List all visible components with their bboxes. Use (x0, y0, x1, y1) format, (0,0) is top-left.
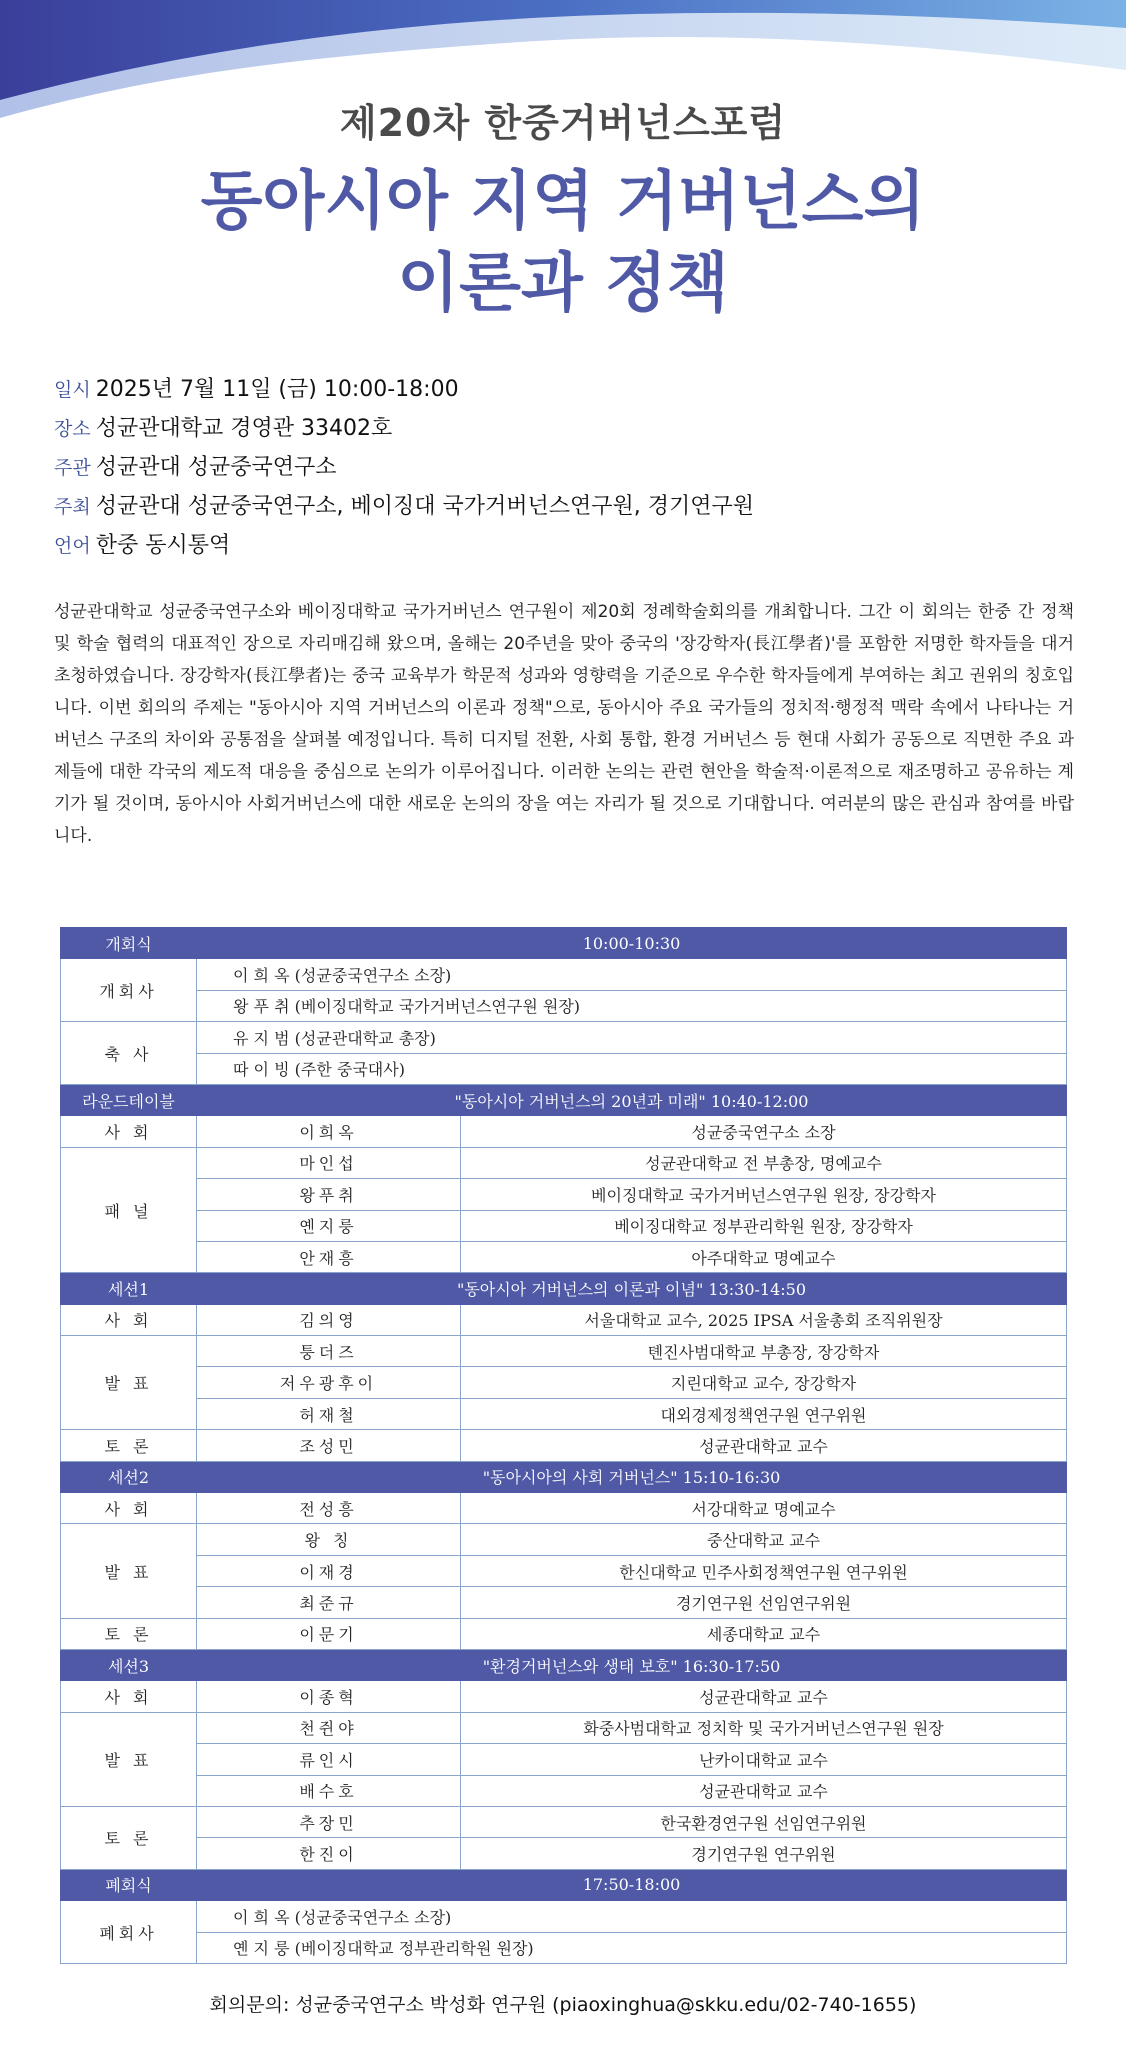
session-header-row (61, 1649, 1067, 1680)
event-info (54, 372, 754, 567)
participant-name: 전성흥 (197, 1493, 461, 1524)
session-header-row (61, 1273, 1067, 1304)
info-label: 장소 (54, 418, 91, 440)
session-title: "동아시아의 사회 거버넌스" 15:10-16:30 (197, 1461, 1067, 1492)
participant-name: 왕푸취 (197, 1179, 461, 1210)
presenter-role: 발 표 (61, 1336, 197, 1430)
table-row (61, 959, 1067, 990)
participant-name: 김의영 (197, 1304, 461, 1335)
participant-name: 왕 칭 (197, 1524, 461, 1555)
opening-label: 개회식 (61, 928, 197, 959)
participant-affiliation: 성균관대학교 교수 (461, 1681, 1067, 1712)
congratulatory-speaker: 유 지 범 (성균관대학교 총장) (197, 1022, 1067, 1053)
table-row (61, 1681, 1067, 1712)
table-row (61, 1524, 1067, 1555)
participant-affiliation: 세종대학교 교수 (461, 1618, 1067, 1649)
participant-affiliation: 화중사범대학교 정치학 및 국가거버넌스연구원 원장 (461, 1712, 1067, 1743)
participant-name: 추장민 (197, 1806, 461, 1837)
table-row (61, 1053, 1067, 1084)
closing-speaker: 옌 지 룽 (베이징대학교 정부관리학원 원장) (197, 1932, 1067, 1963)
participant-affiliation: 성균중국연구소 소장 (461, 1116, 1067, 1147)
congratulatory-speaker: 따 이 빙 (주한 중국대사) (197, 1053, 1067, 1084)
info-venue (54, 411, 754, 450)
participant-name: 안재흥 (197, 1241, 461, 1272)
info-label: 주최 (54, 496, 91, 518)
table-row (61, 1932, 1067, 1963)
info-organizer (54, 450, 754, 489)
participant-name: 이재경 (197, 1555, 461, 1586)
table-row (61, 1304, 1067, 1335)
participant-affiliation: 난카이대학교 교수 (461, 1744, 1067, 1775)
table-row (61, 1430, 1067, 1461)
opening-address-role: 개회사 (61, 959, 197, 1022)
page-header (0, 92, 1126, 325)
info-label: 일시 (54, 379, 91, 401)
participant-affiliation: 서울대학교 교수, 2025 IPSA 서울총회 조직위원장 (461, 1304, 1067, 1335)
presenter-role: 발 표 (61, 1712, 197, 1806)
table-row (61, 1336, 1067, 1367)
closing-label: 폐회식 (61, 1869, 197, 1900)
closing-time: 17:50-18:00 (197, 1869, 1067, 1900)
info-value: 성균관대학교 경영관 33402호 (95, 416, 393, 441)
participant-affiliation: 경기연구원 연구위원 (461, 1838, 1067, 1869)
table-row (61, 1210, 1067, 1241)
participant-affiliation: 톈진사범대학교 부총장, 장강학자 (461, 1336, 1067, 1367)
participant-affiliation: 대외경제정책연구원 연구위원 (461, 1398, 1067, 1429)
table-row (61, 1555, 1067, 1586)
table-row (61, 1116, 1067, 1147)
title-line-2: 이론과 정책 (397, 247, 729, 321)
info-date (54, 372, 754, 411)
participant-name: 이문기 (197, 1618, 461, 1649)
contact-footer: 회의문의: 성균중국연구소 박성화 연구원 (piaoxinghua@skku.edu/02-740-1655) (209, 1994, 917, 2016)
participant-name: 저우광후이 (197, 1367, 461, 1398)
title-line-1: 동아시아 지역 거버넌스의 (200, 165, 926, 239)
participant-affiliation: 성균관대학교 교수 (461, 1775, 1067, 1806)
table-row (61, 1587, 1067, 1618)
page-title (0, 161, 1126, 325)
participant-name: 류인시 (197, 1744, 461, 1775)
table-row (61, 1241, 1067, 1272)
participant-affiliation: 중산대학교 교수 (461, 1524, 1067, 1555)
program-table (60, 927, 1067, 1964)
closing-header-row (61, 1869, 1067, 1900)
participant-name: 조성민 (197, 1430, 461, 1461)
info-value: 성균관대 성균중국연구소 (95, 455, 337, 480)
discussant-role: 토 론 (61, 1618, 197, 1649)
chair-role: 사 회 (61, 1304, 197, 1335)
table-row (61, 1179, 1067, 1210)
forum-name: 제20차 한중거버넌스포럼 (339, 101, 787, 145)
discussant-role: 토 론 (61, 1430, 197, 1461)
table-row (61, 1901, 1067, 1932)
info-value: 한중 동시통역 (95, 533, 231, 558)
participant-name: 허재철 (197, 1398, 461, 1429)
table-row (61, 1147, 1067, 1178)
info-language (54, 528, 754, 567)
session-label: 세션1 (61, 1273, 197, 1304)
opening-header-row (61, 928, 1067, 959)
participant-affiliation: 한신대학교 민주사회정책연구원 연구위원 (461, 1555, 1067, 1586)
table-row (61, 1744, 1067, 1775)
participant-affiliation: 지린대학교 교수, 장강학자 (461, 1367, 1067, 1398)
participant-affiliation: 성균관대학교 전 부총장, 명예교수 (461, 1147, 1067, 1178)
intro-paragraph: 성균관대학교 성균중국연구소와 베이징대학교 국가거버넌스 연구원이 제20회 정례학술회의를 개최합니다. 그간 이 회의는 한중 간 정책 및 학술 협력의 대표적인 장으로 자리매김해 왔으며, 올해는 20주년을 맞아 중국의 '장강학자(長江學者)'를 포함한 저명한 학자들을 대거 초청하였습니다. 장강학자(長江學者)는 중국 교육부가 학문적 성과와 영향력을 기준으로 우수한 학자들에게 부여하는 최고 권위의 칭호입니다. 이번 회의의 주제는 "동아시아 지역 거버넌스의 이론과 정책"으로, 동아시아 주요 국가들의 정치적·행정적 맥락 속에서 나타나는 거버넌스 구조의 차이와 공통점을 살펴볼 예정입니다. 특히 디지털 전환, 사회 통합, 환경 거버넌스 등 현대 사회가 공동으로 직면한 주요 과제들에 대한 각국의 제도적 대응을 중심으로 논의가 이루어집니다. 이러한 논의는 관련 현안을 학술적·이론적으로 재조명하고 공유하는 계기가 될 것이며, 동아시아 사회거버넌스에 대한 새로운 논의의 장을 여는 자리가 될 것으로 기대합니다. 여러분의 많은 관심과 참여를 바랍니다. (54, 602, 1074, 846)
opening-address-speaker: 왕 푸 취 (베이징대학교 국가거버넌스연구원 원장) (197, 990, 1067, 1021)
table-row (61, 1806, 1067, 1837)
table-row (61, 1618, 1067, 1649)
participant-affiliation: 성균관대학교 교수 (461, 1430, 1067, 1461)
participant-name: 최준규 (197, 1587, 461, 1618)
info-hosts (54, 489, 754, 528)
discussant-role: 토 론 (61, 1806, 197, 1869)
table-row (61, 1493, 1067, 1524)
session-label: 세션3 (61, 1649, 197, 1680)
info-value: 2025년 7월 11일 (금) 10:00-18:00 (95, 377, 459, 402)
closing-speaker: 이 희 옥 (성균중국연구소 소장) (197, 1901, 1067, 1932)
table-row (61, 1775, 1067, 1806)
participant-affiliation: 베이징대학교 정부관리학원 원장, 장강학자 (461, 1210, 1067, 1241)
info-label: 언어 (54, 535, 91, 557)
session-label: 세션2 (61, 1461, 197, 1492)
participant-name: 이종혁 (197, 1681, 461, 1712)
congratulatory-role: 축 사 (61, 1022, 197, 1085)
chair-role: 사 회 (61, 1681, 197, 1712)
roundtable-title: "동아시아 거버넌스의 20년과 미래" 10:40-12:00 (197, 1084, 1067, 1115)
table-row (61, 1398, 1067, 1429)
info-value: 성균관대 성균중국연구소, 베이징대 국가거버넌스연구원, 경기연구원 (95, 494, 754, 519)
participant-affiliation: 서강대학교 명예교수 (461, 1493, 1067, 1524)
participant-name: 옌지룽 (197, 1210, 461, 1241)
chair-role: 사 회 (61, 1493, 197, 1524)
chair-role: 사 회 (61, 1116, 197, 1147)
participant-name: 마인섭 (197, 1147, 461, 1178)
presenter-role: 발 표 (61, 1524, 197, 1618)
participant-name: 퉁더즈 (197, 1336, 461, 1367)
roundtable-label: 라운드테이블 (61, 1084, 197, 1115)
participant-affiliation: 베이징대학교 국가거버넌스연구원 원장, 장강학자 (461, 1179, 1067, 1210)
table-row (61, 1838, 1067, 1869)
table-row (61, 1022, 1067, 1053)
table-row (61, 1712, 1067, 1743)
session-title: "환경거버넌스와 생태 보호" 16:30-17:50 (197, 1649, 1067, 1680)
closing-address-role: 폐회사 (61, 1901, 197, 1964)
participant-affiliation: 경기연구원 선임연구위원 (461, 1587, 1067, 1618)
participant-name: 천쥔야 (197, 1712, 461, 1743)
participant-name: 이희옥 (197, 1116, 461, 1147)
session-header-row (61, 1461, 1067, 1492)
panel-role: 패 널 (61, 1147, 197, 1273)
session-title: "동아시아 거버넌스의 이론과 이념" 13:30-14:50 (197, 1273, 1067, 1304)
table-row (61, 990, 1067, 1021)
opening-time: 10:00-10:30 (197, 928, 1067, 959)
roundtable-header-row (61, 1084, 1067, 1115)
opening-address-speaker: 이 희 옥 (성균중국연구소 소장) (197, 959, 1067, 990)
info-label: 주관 (54, 457, 91, 479)
participant-name: 한진이 (197, 1838, 461, 1869)
participant-name: 배수호 (197, 1775, 461, 1806)
participant-affiliation: 아주대학교 명예교수 (461, 1241, 1067, 1272)
participant-affiliation: 한국환경연구원 선임연구위원 (461, 1806, 1067, 1837)
table-row (61, 1367, 1067, 1398)
